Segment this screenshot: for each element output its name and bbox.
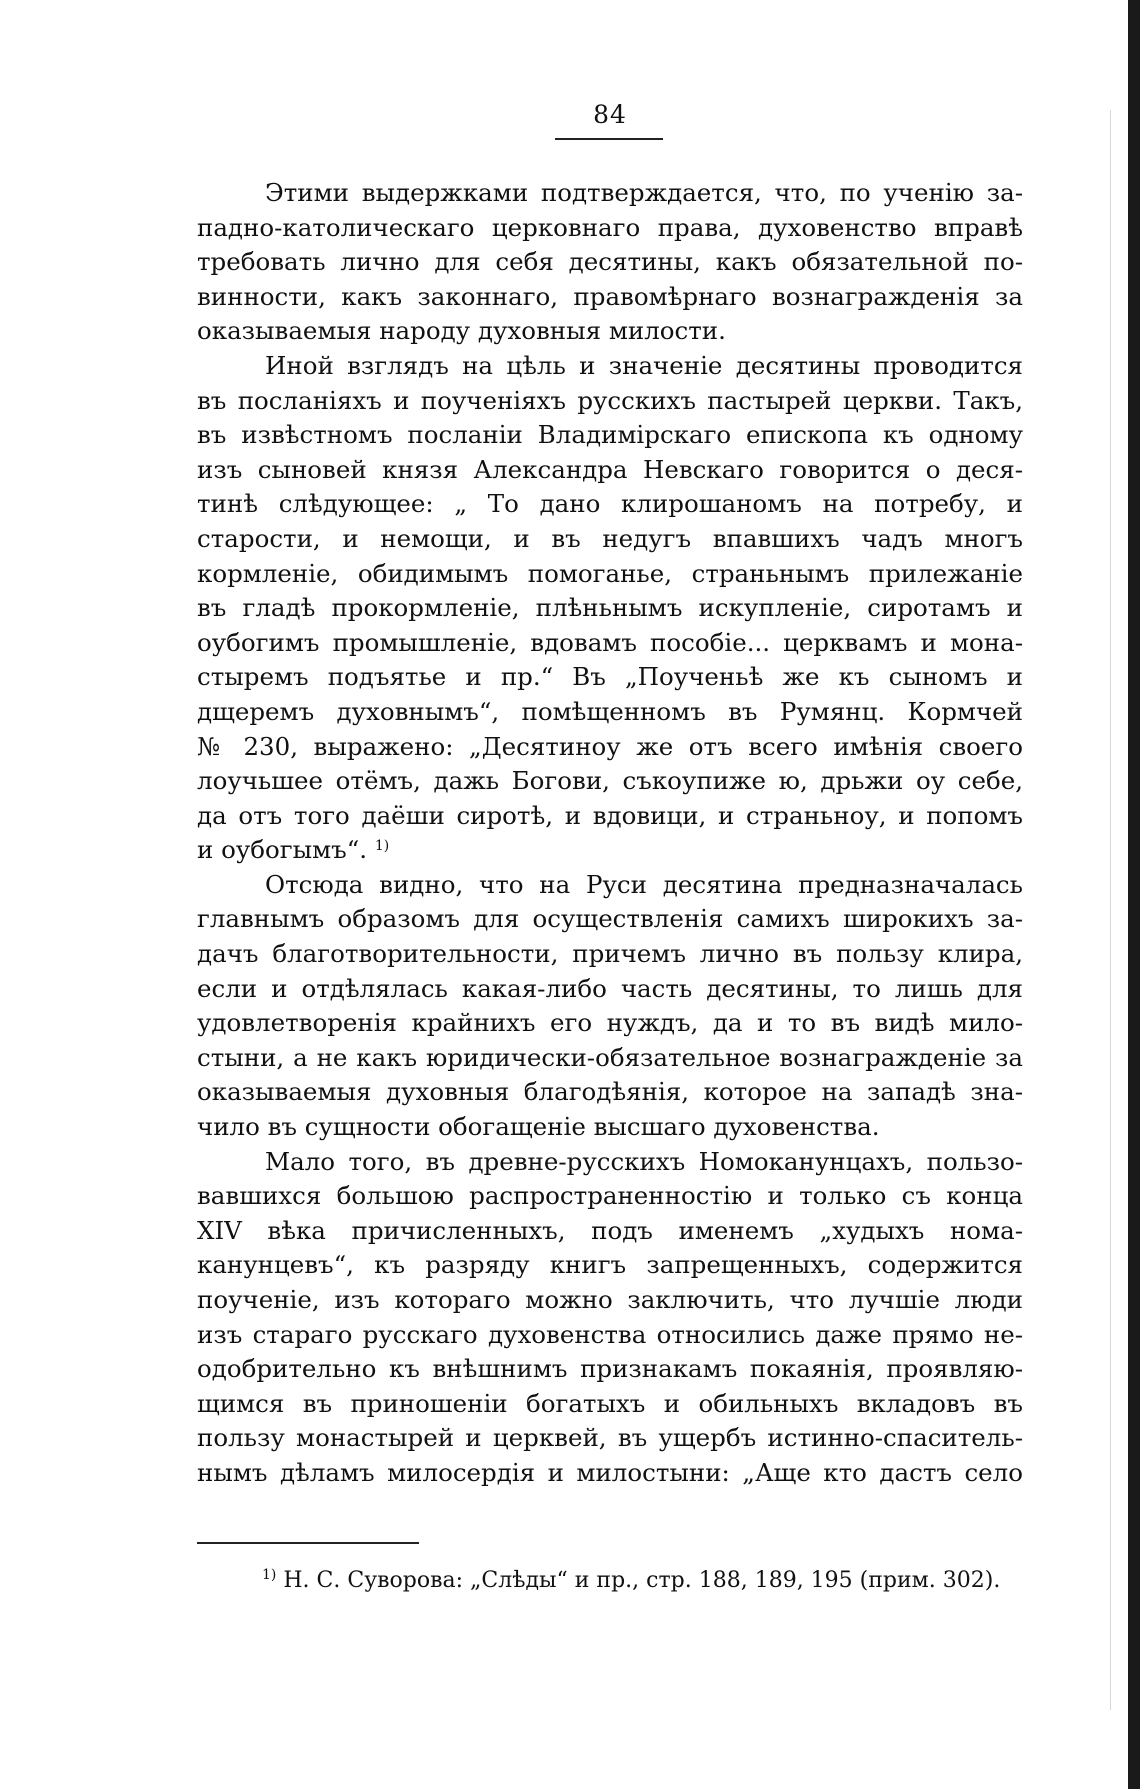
text-line: стыремъ подъятье и пр.“ Въ „Поученьѣ же къ сыномъ и [197, 662, 1023, 692]
text-line: тинѣ слѣдующее: „ То дано клирошаномъ на потребу, и [197, 489, 1023, 519]
footnote-reference: 1) [374, 838, 390, 855]
text-line: дщеремъ духовнымъ“, помѣщенномъ въ Румянц. Кормчей [197, 696, 1023, 726]
text-line: № 230, выражено: „Десятиноу же отъ всего имѣнія своего [197, 731, 1023, 761]
header-rule [555, 138, 663, 140]
text-line: чило въ сущности обогащеніе высшаго духовенства. [197, 1112, 880, 1142]
text-line: щимся въ приношеніи богатыхъ и обильныхъ вкладовъ въ [197, 1388, 1023, 1418]
footnote-text: Н. С. Суворова: „Слѣды“ и пр., стр. 188, 189, 195 (прим. 302). [283, 1568, 1001, 1593]
text-line: падно-католическаго церковнаго права, духовенство вправѣ [197, 212, 1023, 242]
text-line: нымъ дѣламъ милосердія и милостыни: „Аще кто дастъ село [197, 1457, 1023, 1487]
text-line: лоучьшее отёмъ, дажь Богови, съкоупиже ю, дрьжи оу себе, [197, 766, 1023, 796]
footnote-mark: 1) [262, 1567, 277, 1583]
text-line: вавшихся большою распространенностію и только съ конца [197, 1181, 1023, 1211]
text-line: дачъ благотворительности, причемъ лично въ пользу клира, [197, 939, 1023, 969]
text-line: XIV вѣка причисленныхъ, подъ именемъ „худыхъ нома- [197, 1215, 1023, 1245]
text-line: канунцевъ“, къ разряду книгъ запрещенныхъ, содержится [197, 1250, 1023, 1280]
text-line: да отъ того даёши сиротѣ, и вдовици, и страньноу, и попомъ [197, 800, 1023, 830]
text-line: если и отдѣлялась какая-либо часть десятины, то лишь для [197, 973, 1023, 1003]
text-line: удовлетворенія крайнихъ его нуждъ, да и то въ видѣ мило- [197, 1008, 1023, 1038]
text-line: главнымъ образомъ для осуществленія самихъ широкихъ за- [197, 904, 1023, 934]
text-line-content: и оубогымъ“. [197, 835, 368, 865]
text-line: въ гладѣ прокормленіе, плѣньнымъ искупленіе, сиротамъ и [197, 593, 1023, 623]
text-line: требовать лично для себя десятины, какъ обязательной по- [197, 247, 1023, 277]
footnote [262, 1566, 1032, 1596]
text-line: старости, и немощи, и въ недугъ впавшихъ чадъ многъ [197, 523, 1023, 553]
text-line-with-footnote-ref [197, 833, 1023, 868]
text-line: поученіе, изъ котораго можно заключить, что лучшіе люди [197, 1285, 1023, 1314]
text-line: Отсюда видно, что на Руси десятина предназначалась [265, 869, 1023, 899]
text-line: стыни, а не какъ юридически-обязательное вознагражденіе за [197, 1042, 1023, 1072]
scan-edge [1128, 0, 1140, 1789]
scan-border-line [1110, 110, 1111, 1710]
text-line: въ посланіяхъ и поученіяхъ русскихъ пастырей церкви. Такъ, [197, 385, 1023, 415]
text-line: кормленіе, обидимымъ помоганье, страньнымъ прилежаніе [197, 558, 1023, 588]
text-line: въ извѣстномъ посланіи Владимірскаго епископа къ одному [197, 420, 1023, 450]
body-text [197, 176, 1023, 1491]
text-line: винности, какъ законнаго, правомѣрнаго вознагражденія за [197, 281, 1023, 311]
text-line: пользу монастырей и церквей, въ ущербъ истинно-спаситель- [197, 1423, 1023, 1453]
text-line: Этими выдержками подтверждается, что, по ученію за- [265, 178, 1023, 207]
text-line: Мало того, въ древне-русскихъ Номоканунцахъ, пользо- [265, 1146, 1023, 1176]
text-line: одобрительно къ внѣшнимъ признакамъ покаянія, проявляю- [197, 1354, 1023, 1384]
text-line: оказываемыя народу духовныя милости. [197, 316, 726, 346]
text-line: Иной взглядъ на цѣль и значеніе десятины проводится [265, 350, 1023, 380]
text-line: изъ сыновей князя Александра Невскаго говорится о деся- [197, 454, 1023, 484]
text-line: изъ стараго русскаго духовенства относились даже прямо не- [197, 1319, 1023, 1349]
text-line: оказываемыя духовныя благодѣянія, которое на западѣ зна- [197, 1077, 1023, 1107]
text-line: оубогимъ промышленіе, вдовамъ пособіе... церквамъ и мона- [197, 627, 1023, 657]
footnote-rule [197, 1542, 419, 1544]
page-number: 84 [593, 100, 627, 129]
